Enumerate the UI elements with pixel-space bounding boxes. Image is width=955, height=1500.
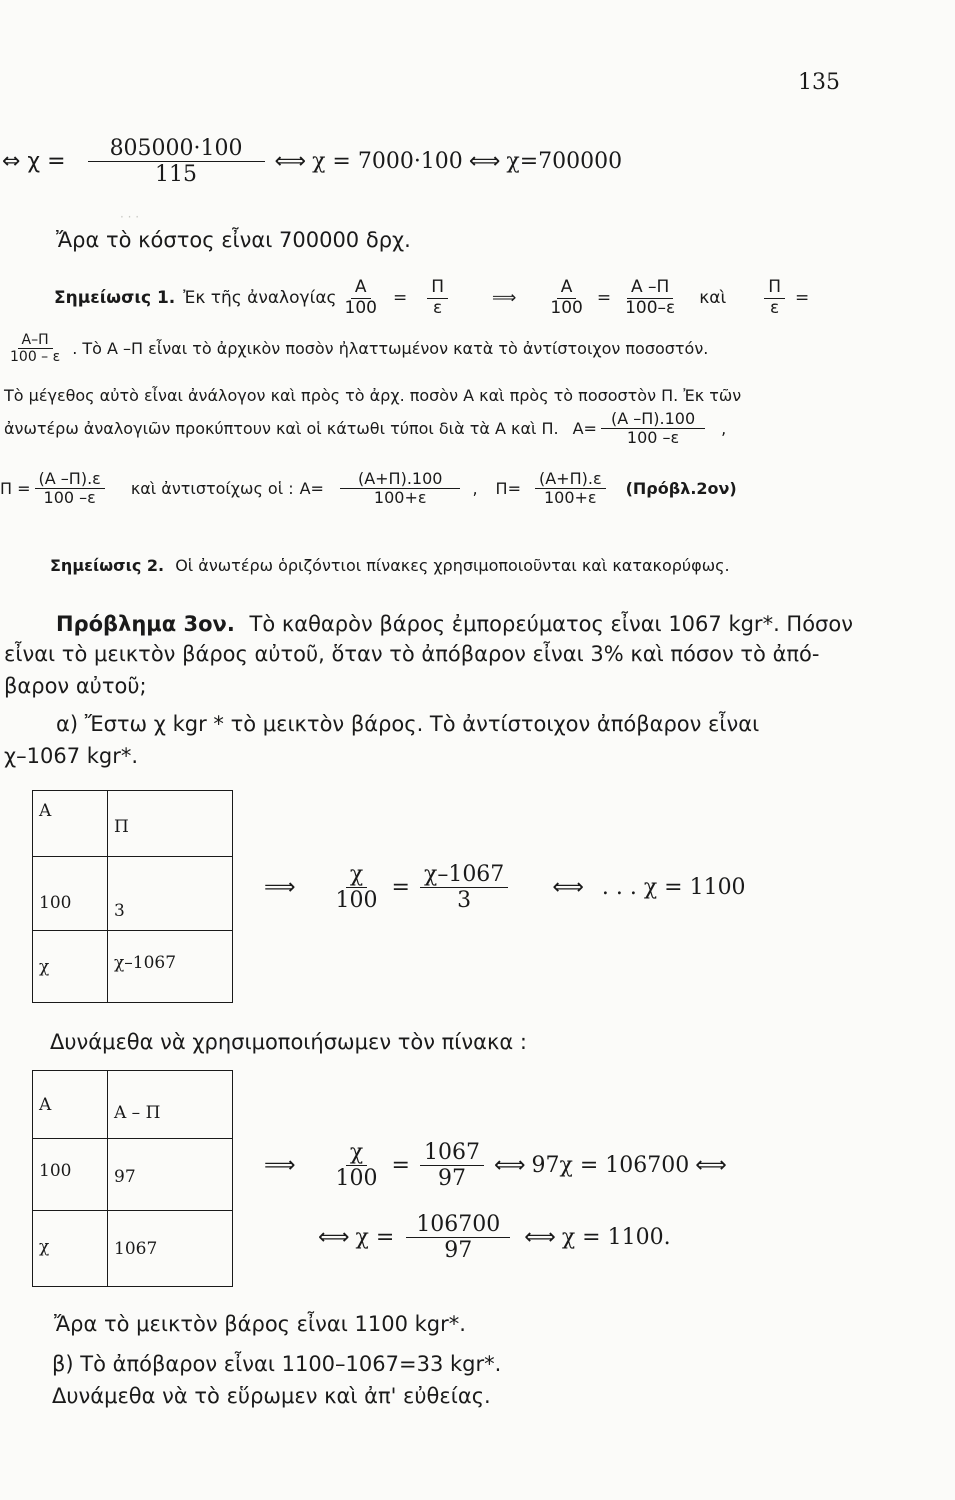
table-cell: 100 <box>33 857 108 931</box>
note1-eq2: = <box>596 288 612 309</box>
proportion-table-2 <box>32 1070 233 1287</box>
note1-p-den: 100 –ε <box>43 488 96 508</box>
eq2-frac1 <box>332 1140 382 1192</box>
top-equation <box>2 136 622 188</box>
note1-f4-den: 100–ε <box>625 297 676 318</box>
eq1-f1-num: χ <box>346 862 367 888</box>
note1-a-den: 100 –ε <box>626 428 680 448</box>
equation-2 <box>258 1140 733 1192</box>
eq1-f2-den: 3 <box>457 888 472 914</box>
top-eq-lead: ⇔ χ = <box>2 149 66 175</box>
eq1-f1-den: 100 <box>335 888 378 914</box>
eq2-f2-num: 1067 <box>420 1140 484 1166</box>
note1-line2 <box>2 332 708 365</box>
table-cell: A <box>33 791 108 857</box>
note1-frac3 <box>546 278 586 318</box>
note1-p2-frac <box>535 470 606 508</box>
note1-f1-den: 100 <box>344 297 377 318</box>
note1-line2-text: . Τὸ A –Π εἶναι τὸ ἀρχικὸν ποσὸν ἠλαττωμένον κατὰ τὸ ἀντίστοιχον ποσοστόν. <box>72 339 709 359</box>
note1-f5-num: Π <box>764 278 785 299</box>
note1-comma: , <box>721 419 727 439</box>
note1-frac6 <box>6 332 64 365</box>
note2 <box>50 556 730 575</box>
note1-a2-den: 100+ε <box>373 488 427 508</box>
proportion-table-1 <box>32 790 233 1003</box>
note1-line4 <box>4 410 726 448</box>
note1-p-num: (A –Π).ε <box>35 470 105 489</box>
eq2-eq: = <box>391 1153 410 1179</box>
table-cell: 100 <box>33 1139 108 1211</box>
note1-p2-lhs: Π= <box>495 479 521 499</box>
note1-f3-den: 100 <box>550 297 583 318</box>
problem-a-line1: α) Ἔστω χ kgr * τὸ μεικτὸν βάρος. Τὸ ἀντίστοιχον ἀπόβαρον εἶναι <box>56 712 760 736</box>
table-row <box>33 1139 233 1211</box>
note1-a2-frac <box>340 470 461 508</box>
note1-resp: καὶ ἀντιστοίχως οἱ : <box>130 479 294 499</box>
table-cell: Π <box>108 791 233 857</box>
table-cell: 1067 <box>108 1211 233 1287</box>
note1-ref: (Πρόβλ.2ον) <box>625 479 737 499</box>
can-use-sentence: Δυνάμεθα νὰ χρησιμοποιήσωμεν τὸν πίνακα : <box>50 1030 527 1054</box>
eq1-frac2 <box>420 862 508 914</box>
note1-p-lhs: Π = <box>0 479 31 499</box>
note1-frac1 <box>341 278 381 318</box>
note1-eq: = <box>392 288 408 309</box>
eq2-frac2 <box>420 1140 484 1192</box>
note1-frac5 <box>764 278 785 318</box>
note1-f3-num: A <box>557 278 577 299</box>
table-cell: χ <box>33 1211 108 1287</box>
table-cell: 97 <box>108 1139 233 1211</box>
eq2-f1-num: χ <box>346 1140 367 1166</box>
eq1-arrow: ⟹ <box>264 875 296 901</box>
note1-f1-num: A <box>351 278 371 299</box>
note1-line1 <box>54 278 809 318</box>
equation-1 <box>258 862 746 914</box>
conclusion-line1: Ἄρα τὸ μεικτὸν βάρος εἶναι 1100 kgr*. <box>54 1312 466 1336</box>
table-cell: A <box>33 1071 108 1139</box>
note1-f2-den: ε <box>433 297 443 318</box>
eq2-f2-den: 97 <box>437 1166 466 1192</box>
note1-a-num: (A –Π).100 <box>601 410 705 429</box>
note1-a2-lhs: A= <box>299 479 324 499</box>
eq1-arrow2: ⟺ <box>552 875 584 901</box>
note1-line3: Τὸ μέγεθος αὐτὸ εἶναι ἀνάλογον καὶ πρὸς τὸ ἀρχ. ποσὸν A καὶ πρὸς τὸ ποσοστὸν Π. Ἐκ τῶν <box>4 386 742 405</box>
problem-line1 <box>56 612 853 636</box>
top-eq-right: χ=700000 <box>506 149 623 175</box>
table-row <box>33 1211 233 1287</box>
note1-frac4 <box>621 278 679 318</box>
eq2-arrow3: ⟺ <box>695 1153 727 1179</box>
top-eq-arrow2: ⟺ <box>468 149 501 175</box>
eq2-arrow4: ⟺ <box>318 1225 350 1251</box>
note1-a-frac <box>601 410 705 448</box>
eq2-arrow: ⟹ <box>264 1153 296 1179</box>
eq2-arrow5: ⟺ <box>524 1225 556 1251</box>
note2-label: Σημείωσις 2. <box>50 556 165 575</box>
note1-p2-den: 100+ε <box>543 488 597 508</box>
eq1-eq: = <box>391 875 410 901</box>
eq2-mid: 97χ = 106700 <box>531 1153 690 1179</box>
conclusion-line3: Δυνάμεθα νὰ τὸ εὕρωμεν καὶ ἀπ' εὐθείας. <box>52 1384 491 1408</box>
note1-line5 <box>0 470 737 508</box>
note1-label: Σημείωσις 1. <box>54 288 176 309</box>
note1-comma2: , <box>472 479 478 499</box>
table-cell: A – Π <box>108 1071 233 1139</box>
top-eq-mid: χ = 7000·100 <box>312 149 463 175</box>
note1-intro: Ἐκ τῆς ἀναλογίας <box>183 288 337 309</box>
note1-p-frac <box>35 470 105 508</box>
note1-frac2 <box>427 278 448 318</box>
cost-sentence: Ἄρα τὸ κόστος εἶναι 700000 δρχ. <box>56 228 411 252</box>
table-row <box>33 791 233 857</box>
note1-line4-text: ἀνωτέρω ἀναλογιῶν προκύπτουν καὶ οἱ κάτωθι τύποι διὰ τὰ A καὶ Π. <box>4 419 559 439</box>
top-eq-arrow: ⟺ <box>274 149 307 175</box>
equation-2-line2 <box>312 1212 671 1264</box>
table-row <box>33 931 233 1003</box>
eq1-frac1 <box>332 862 382 914</box>
eq2-result: χ = 1100. <box>561 1225 671 1251</box>
note1-a-lhs: A= <box>572 419 597 439</box>
problem-line2: εἶναι τὸ μεικτὸν βάρος αὐτοῦ, ὅταν τὸ ἀπόβαρον εἶναι 3% καὶ πόσον τὸ ἀπό- <box>4 642 820 666</box>
note1-kai: καὶ <box>699 288 727 309</box>
problem-a-line2: χ–1067 kgr*. <box>4 744 139 768</box>
table-cell: χ–1067 <box>108 931 233 1003</box>
eq2-f3-den: 97 <box>444 1238 473 1264</box>
table-row <box>33 1071 233 1139</box>
problem-line1-text: Τὸ καθαρὸν βάρος ἐμπορεύματος εἶναι 1067 kgr*. Πόσον <box>249 612 853 636</box>
note1-p2-num: (A+Π).ε <box>535 470 606 489</box>
eq2-arrow2: ⟺ <box>493 1153 526 1179</box>
note1-f4-num: A –Π <box>627 278 673 299</box>
table-cell: χ <box>33 931 108 1003</box>
table-row <box>33 857 233 931</box>
note1-f5-den: ε <box>770 297 780 318</box>
eq2-f3-num: 106700 <box>406 1212 510 1238</box>
note1-eq3: = <box>795 288 810 309</box>
eq2-lhs: χ = <box>355 1225 395 1251</box>
note1-implies: ⟹ <box>492 288 517 309</box>
eq2-frac3 <box>406 1212 510 1264</box>
eq1-f2-num: χ–1067 <box>420 862 508 888</box>
top-eq-den: 115 <box>155 162 198 188</box>
eq1-result: . . . χ = 1100 <box>601 875 746 901</box>
note1-f2-num: Π <box>427 278 448 299</box>
note1-f6-den: 100 – ε <box>10 349 61 366</box>
note1-f6-num: A–Π <box>18 332 53 349</box>
problem-line3: βαρον αὐτοῦ; <box>4 674 147 698</box>
top-eq-fraction <box>88 136 265 188</box>
note2-text: Οἱ ἀνωτέρω ὁριζόντιοι πίνακες χρησιμοποιοῦνται καὶ κατακορύφως. <box>175 556 730 575</box>
eq2-f1-den: 100 <box>335 1166 378 1192</box>
table-cell: 3 <box>108 857 233 931</box>
note1-a2-num: (A+Π).100 <box>340 470 461 489</box>
top-eq-num: 805000·100 <box>88 136 265 162</box>
conclusion-line2: β) Τὸ ἀπόβαρον εἶναι 1100–1067=33 kgr*. <box>52 1352 502 1376</box>
problem-title: Πρόβλημα 3ον. <box>56 612 235 636</box>
page-number: 135 <box>798 70 840 95</box>
